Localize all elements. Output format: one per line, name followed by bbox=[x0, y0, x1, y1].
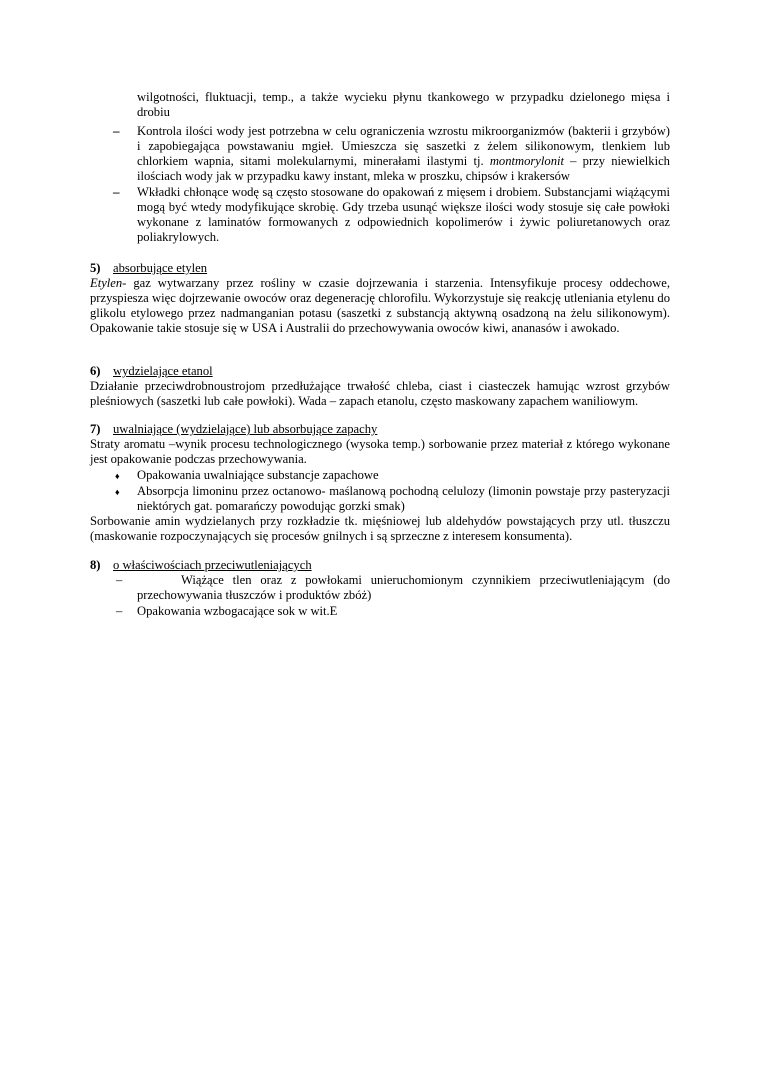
italic-lead: Etylen- bbox=[90, 276, 127, 290]
bullet-marker: ♦ bbox=[115, 487, 120, 497]
section-7-bullet-1: Opakowania uwalniające substancje zapachowe bbox=[137, 468, 379, 482]
section-title: wydzielające etanol bbox=[113, 364, 213, 378]
section-number: 7) bbox=[90, 422, 101, 436]
section-5-body bbox=[90, 276, 670, 336]
section-8-item-2: Opakowania wzbogacające sok w wit.E bbox=[137, 604, 338, 618]
continuation-paragraph: wilgotności, fluktuacji, temp., a także wycieku płynu tkankowego w przypadku dzielonego mięsa i drobiu bbox=[137, 90, 670, 119]
section-number: 8) bbox=[90, 558, 101, 572]
list-item-text: Kontrola ilości wody jest potrzebna w celu ograniczenia wzrostu mikroorganizmów (bakterii i grzybów) i zapobiegająca powstawaniu mgieł. Umieszcza się saszetki z żelem silikonowym, tlenkiem lub chlorkiem wapnia, sitami molekularnymi, minerałami ilastymi tj. bbox=[137, 124, 670, 168]
section-title: uwalniające (wydzielające) lub absorbujące zapachy bbox=[113, 422, 378, 436]
section-8-heading bbox=[90, 558, 312, 573]
body-text: gaz wytwarzany przez rośliny w czasie dojrzewania i starzenia. Intensyfikuje procesy oddechowe, przyspiesza więc dojrzewanie owoców oraz degenerację chlorofilu. Wykorzystuje się reakcję utleniania etylenu do glikolu etylowego przez nadmanganian potasu (saszetki z substancją aktywną osadzoną na żelu silikonowym). Opakowanie takie stosuje się w USA i Australii do przechowywania owoców kiwi, ananasów i awokado. bbox=[90, 276, 670, 335]
list-item-water-control bbox=[137, 124, 670, 184]
section-5-heading bbox=[90, 261, 207, 276]
section-title: absorbujące etylen bbox=[113, 261, 208, 275]
section-number: 5) bbox=[90, 261, 101, 275]
dash-marker: – bbox=[113, 123, 120, 138]
dash-marker: – bbox=[116, 573, 123, 587]
italic-term: montmorylonit bbox=[489, 154, 564, 168]
section-7-body: Straty aromatu –wynik procesu technologicznego (wysoka temp.) sorbowanie przez materiał z którego wykonane jest opakowanie podczas przechowywania. bbox=[90, 437, 670, 466]
section-number: 6) bbox=[90, 364, 101, 378]
section-7-tail: Sorbowanie amin wydzielanych przy rozkładzie tk. mięśniowej lub aldehydów powstających przy utl. tłuszczu (maskowanie rozpoczynających się procesów gnilnych i są sprzeczne z interesem konsumenta). bbox=[90, 514, 670, 543]
dash-marker: – bbox=[113, 184, 120, 199]
section-7-heading bbox=[90, 422, 377, 437]
bullet-marker: ♦ bbox=[115, 471, 120, 481]
section-7-bullet-2: Absorpcja limoninu przez octanowo- maślanową pochodną celulozy (limonin powstaje przy pasteryzacji niektórych gat. pomarańczy powodując gorzki smak) bbox=[137, 484, 670, 513]
list-item-text-after: – przy niewielkich ilościach wody jak w przypadku kawy instant, mleka w proszku, chipsów i krakersów bbox=[137, 154, 670, 183]
list-item-absorbent-pads: Wkładki chłonące wodę są często stosowane do opakowań z mięsem i drobiem. Substancjami wiążącymi mogą być wtedy modyfikujące skrobię. Gdy trzeba usunąć większe ilości wody stosuje się całe powłoki wykonane z laminatów formowanych z odpowiednich kopolimerów i żywic poliuretanowych oraz poliakrylowych. bbox=[137, 185, 670, 244]
section-title: o właściwościach przeciwutleniających bbox=[113, 558, 312, 572]
section-8-item-1: Wiążące tlen oraz z powłokami unieruchomionym czynnikiem przeciwutleniającym (do przechowywania tłuszczów i produktów zbóż) bbox=[137, 573, 670, 602]
section-6-body: Działanie przeciwdrobnoustrojom przedłużające trwałość chleba, ciast i ciasteczek hamując wzrost grzybów pleśniowych (saszetki lub całe powłoki). Wada – zapach etanolu, często maskowany zapachem waniliowym. bbox=[90, 379, 670, 408]
section-6-heading bbox=[90, 364, 213, 379]
dash-marker: – bbox=[116, 604, 123, 618]
